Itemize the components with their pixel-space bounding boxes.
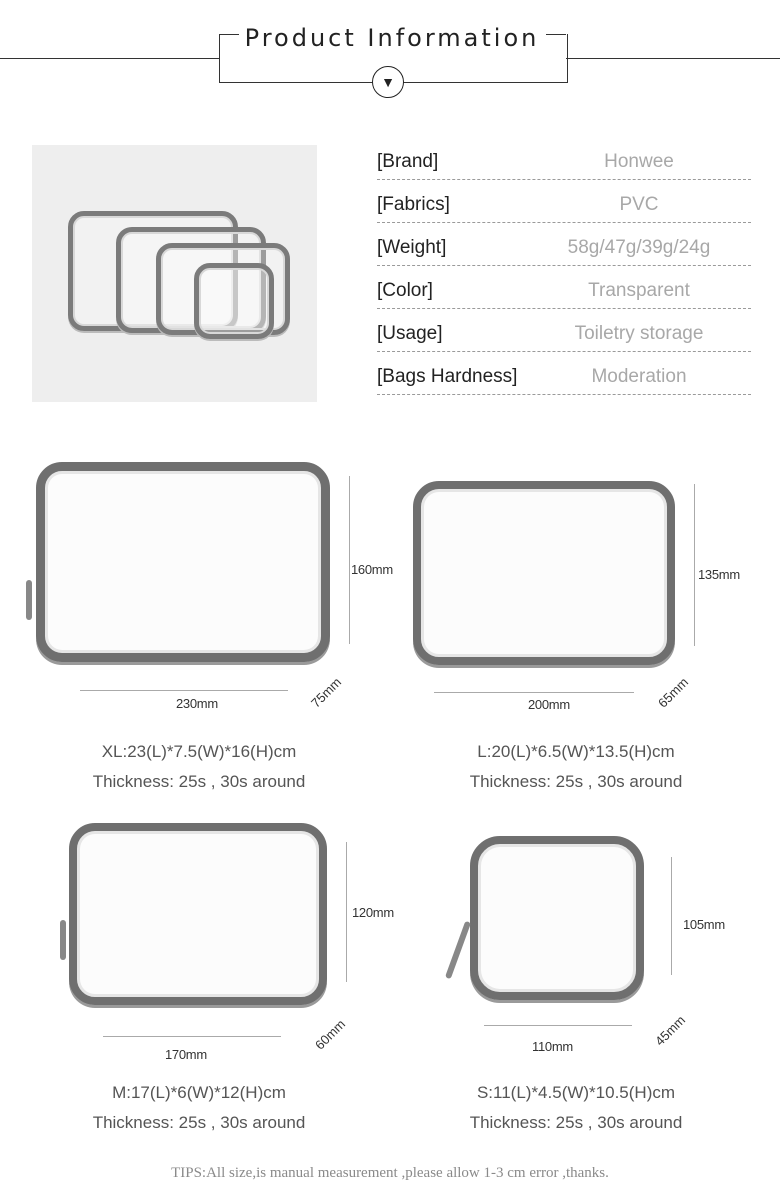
- spec-row: [377, 274, 751, 309]
- spec-value: PVC: [619, 194, 659, 215]
- spec-label: [Usage]: [377, 323, 443, 344]
- length-label-l: 200mm: [528, 697, 570, 712]
- width-label-l: 65mm: [655, 674, 692, 711]
- width-label-s: 45mm: [652, 1012, 689, 1049]
- title-frame-top-left: [219, 34, 239, 35]
- spec-value: Toiletry storage: [574, 323, 704, 344]
- height-label-l: 135mm: [698, 567, 740, 582]
- spec-label: [Brand]: [377, 151, 439, 172]
- product-photo: [32, 145, 317, 402]
- thickness-caption-xl: Thickness: 25s , 30s around: [92, 772, 306, 791]
- height-line-l: [694, 484, 695, 646]
- header-line-right: [566, 58, 780, 59]
- zipper-s: [445, 921, 471, 979]
- height-line-xl: [349, 476, 350, 644]
- length-line-m: [103, 1036, 281, 1037]
- height-label-s: 105mm: [683, 917, 725, 932]
- title-frame-top-right: [546, 34, 566, 35]
- spec-label: [Fabrics]: [377, 194, 450, 215]
- size-caption-xl: XL:23(L)*7.5(W)*16(H)cm: [101, 742, 297, 761]
- zipper-m: [60, 920, 66, 960]
- bag-xl-image: [36, 462, 330, 662]
- thickness-caption-m: Thickness: 25s , 30s around: [92, 1113, 306, 1132]
- spec-value: Transparent: [588, 280, 690, 301]
- bag-l-image: [413, 481, 675, 665]
- length-line-xl: [80, 690, 288, 691]
- page-title: Product Information: [244, 24, 540, 52]
- spec-row: [377, 231, 751, 266]
- height-line-m: [346, 842, 347, 982]
- length-line-l: [434, 692, 634, 693]
- spec-row: [377, 145, 751, 180]
- spec-row: [377, 360, 751, 395]
- width-label-xl: 75mm: [308, 674, 345, 711]
- thickness-caption-s: Thickness: 25s , 30s around: [469, 1113, 683, 1132]
- spec-row: [377, 188, 751, 223]
- spec-value: Moderation: [591, 366, 687, 387]
- spec-value: 58g/47g/39g/24g: [567, 237, 711, 258]
- header-line-left: [0, 58, 219, 59]
- spec-row: [377, 317, 751, 352]
- spec-value: Honwee: [604, 151, 674, 172]
- size-caption-m: M:17(L)*6(W)*12(H)cm: [112, 1083, 286, 1102]
- tips-note: TIPS:All size,is manual measurement ,please allow 1-3 cm error ,thanks.: [171, 1165, 609, 1181]
- height-label-xl: 160mm: [351, 562, 393, 577]
- length-label-m: 170mm: [165, 1047, 207, 1062]
- bag-m-image: [69, 823, 327, 1005]
- bag-s-image: [470, 836, 644, 1000]
- spec-label: [Bags Hardness]: [377, 366, 518, 387]
- height-label-m: 120mm: [352, 905, 394, 920]
- length-line-s: [484, 1025, 632, 1026]
- width-label-m: 60mm: [312, 1016, 349, 1053]
- pouch-s-image: [194, 263, 274, 339]
- height-line-s: [671, 857, 672, 975]
- length-label-xl: 230mm: [176, 696, 218, 711]
- length-label-s: 110mm: [532, 1039, 573, 1054]
- size-caption-s: S:11(L)*4.5(W)*10.5(H)cm: [476, 1083, 676, 1102]
- size-caption-l: L:20(L)*6.5(W)*13.5(H)cm: [477, 742, 675, 761]
- spec-label: [Weight]: [377, 237, 447, 258]
- spec-label: [Color]: [377, 280, 433, 301]
- thickness-caption-l: Thickness: 25s , 30s around: [469, 772, 683, 791]
- zipper-xl: [26, 580, 32, 620]
- triangle-down-icon: ▼: [372, 66, 404, 98]
